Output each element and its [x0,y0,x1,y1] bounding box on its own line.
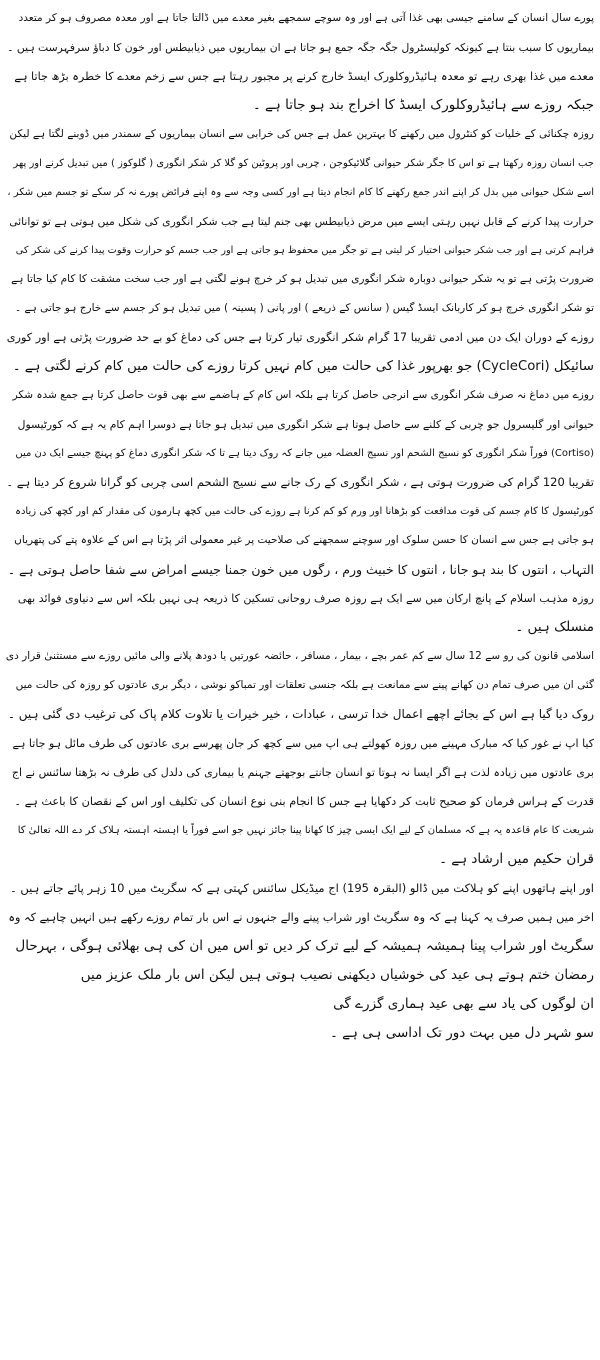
text-line: سو شہر دل میں بہت دور تک اداسی ہی ہے ۔ [329,1025,594,1041]
text-line: قران حکیم میں ارشاد ہے ۔ [439,851,594,867]
text-line: شریعت کا عام قاعدہ یہ ہے کہ مسلمان کے لیے ایک ایسی چیز کا کھانا پینا جائز نہیں جو اسے فوراً یا اہستہ اہستہ ہلاک کر دے اللہ تعالیٰ کا [17,825,594,836]
text-line: روزے کے دوران ایک دن میں ادمی تقریبا 17 گرام شکر انگوری تیار کرتا ہے جس کی دماغ کو بے حد ضرورت پڑتی ہے اور کوری [6,331,594,344]
text-line: منسلک ہیں ۔ [515,619,594,635]
text-line: روزہ چکنائی کے خلیات کو کنٹرول میں رکھنے کا بہترین عمل ہے جس کی خرابی سے انسان بیماریوں کے سمندر میں ڈوبنے لگتا ہے لیکن [9,128,594,140]
text-line: روزے میں دماغ نہ صرف شکر انگوری سے انرجی حاصل کرتا ہے بلکہ اس کام کے ہاضمے سے بھی قوت حاصل کرتا ہے جمع شدہ شکر [12,389,594,401]
text-line: تقریبا 120 گرام کی ضرورت ہوتی ہے ، شکر انگوری کے رک جانے سے نسیج الشحم اسی چربی کو گرانا شروع کر دیتا ہے ۔ [6,475,594,489]
text-line: اسلامی قانون کی رو سے 12 سال سے کم عمر بچے ، بیمار ، مسافر ، حائضہ عورتیں یا دودھ پلانے والی مائیں روزے سے مستثنیٰ قرار دی [6,650,594,662]
text-line: جبکہ روزے سے ہائیڈروکلورک ایسڈ کا اخراج بند ہو جاتا ہے ۔ [252,97,594,113]
text-line: بری عادتوں میں زیادہ لذت ہے اگر ایسا نہ ہوتا تو انسان جانتے بوجھتے جہنم یا بیماری کی دلدل کی طرف نہ بڑھتا سائنس نے اج [11,766,594,779]
text-line: جب انسان روزہ رکھتا ہے تو اس کا جگر شکر حیوانی گلائیکوجن ، چربی اور پروٹین کو گلا کر شکر انگوری ( گلوکوز ) میں تبدیل کرنے اور پھر [13,158,594,169]
text-line: گئی ان میں صرف تمام دن کھانے پینے سے ممانعت ہے بلکہ جنسی تعلقات اور تمباکو نوشی ، دیگر بری عادتوں کو روزہ کی حالت میں [15,679,594,691]
text-line: التہاب ، انتوں کا بند ہو جانا ، انتوں کا خبیث ورم ، رگوں میں خون جمنا جیسے امراض سے شفا حاصل ہوتی ہے ۔ [7,562,594,577]
article-paragraph [6,874,594,903]
text-line: رمضان ختم ہوتے ہی عید کی خوشیاں دیکھنی نصیب ہوتی ہیں لیکن اس بار ملک عزیز میں [80,967,594,983]
text-line: فراہم کرتی ہے اور جب شکر حیوانی اختیار کر لیتی ہے تو جگر میں محفوظ ہو جاتی ہے اور جب جسم کو حرارت وقوت پیدا کرنے کی شکر کی [15,245,594,256]
article-paragraph [6,120,594,323]
text-line: حیوانی اور گلیسرول جو چربی کے کلنے سے حاصل ہوتا ہے شکر انگوری میں تبدیل ہو جاتا ہے دوسرا اہم کام یہ ہے کہ کورٹیسول [17,418,594,431]
text-line: معدے میں غذا بھری رہے تو معدہ ہائیڈروکلورک ایسڈ خارج کرنے پر مجبور رہتا ہے جس سے زخم معدے کا خطرہ بڑھ جاتا ہے [14,70,594,83]
article-paragraph [6,584,594,642]
article-paragraph [6,381,594,497]
text-line: پورے سال انسان کے سامنے جیسی بھی غذا آتی ہے اور وہ سوچے سمجھے بغیر معدے میں ڈالتا جاتا ہے اور معدہ مصروف ہو کر متعدد [18,12,594,24]
text-line: اخر میں ہمیں صرف یہ کہنا ہے کہ وہ سگریٹ اور شراب پینے والے جنہوں نے اس بار تمام روزے رکھے ہیں انہیں چاہیے کہ وہ [8,911,594,924]
text-line: کیا اپ نے غور کیا کہ مبارک مہینے میں روزہ کھولتے ہی اپ میں سے کچھ کر جان پھرسے بری عادتوں کی طرف مائل ہو جاتا ہے [12,737,594,750]
text-line: روک دیا گیا ہے اس کے بجائے اچھے اعمال خدا ترسی ، عبادات ، خیر خیرات یا تلاوت کلام پاک کی ترغیب دی گئی ہیں ۔ [7,707,594,721]
article-paragraph [6,729,594,816]
text-line: سائیکل (CycleCori) جو بھرپور غذا کی حالت میں کام نہیں کرتا روزے کی حالت میں کام کرنے لگتی ہے ۔ [12,359,594,374]
text-line: قدرت کے ہراس فرمان کو صحیح ثابت کر دکھایا ہے جس کا انجام بنی نوع انسان کی تکلیف اور اس کے نقصان کا باعث ہے ۔ [14,795,594,808]
text-line: تو شکر انگوری خرچ ہو کر کاربانک ایسڈ گیس ( سانس کے ذریعے ) اور پانی ( پسینہ ) میں تبدیل ہو کر جسم سے خارج ہو جاتی ہے ۔ [14,302,594,314]
text-line: روزہ مذہب اسلام کے پانچ ارکان میں سے ایک ہے روزہ صرف روحانی تسکین کا ذریعہ ہی نہیں بلکہ اس سے دنیاوی فوائد بھی [17,592,594,605]
text-line: ضرورت پڑتی ہے تو یہ شکر حیوانی دوبارہ شکر انگوری میں تبدیل ہو کر خرچ ہونے لگتی ہے اور جب سخت مشقت کا کام کیا جاتا ہے [11,273,594,285]
article-paragraph [6,816,594,874]
article-paragraph [6,642,594,729]
text-line: حرارت پیدا کرنے کے قابل نہیں رہتی ایسے میں مرض ذیابیطس بھی جنم لیتا ہے جب شکر انگوری کی شکل میں ہوتی ہے تو توانائی [9,215,594,228]
text-line: (Cortiso) فوراً شکر انگوری کو نسیج الشحم اور نسیج العضلہ میں جانے کہ روک دیتا ہے تا کہ شکر انگوری دماغ کو پہنچ جیسے ایک دن میں [15,448,594,459]
text-line: کورٹیسول کا کام جسم کی قوت مدافعت کو بڑھانا اور ورم کو کم کرنا ہے روزے کی حالت میں کچھ ہارمون کی مقدار کم اور کچھ کی زیادہ [15,506,594,517]
text-line: ہو جاتی ہے جس سے انسان کا حسن سلوک اور سوچنے سمجھنے کی صلاحیت پر غیر معمولی اثر پڑتا ہے اس کے علاوہ پتے کی پتھریاں [14,534,594,546]
text-line: اسے شکل حیوانی میں بدل کر اپنے اندر جمع رکھنے کا کام انجام دیتا ہے اور کسی وجہ سے وہ اپنے فرائض پورے نہ کر سکے تو جسم میں شکر ، [7,187,594,198]
article-paragraph [6,323,594,381]
article-paragraph [6,4,594,62]
text-line: اور اپنے ہاتھوں اپنے کو ہلاکت میں ڈالو (البقرہ 195) اج میڈیکل سائنس کہتی ہے کہ سگریٹ میں 10 زہر پائے جاتے ہیں ۔ [9,881,594,895]
text-line: سگریٹ اور شراب پینا ہمیشہ ہمیشہ کے لیے ترک کر دیں تو اس میں ان کی ہی بھلائی ہوگی ، بہرحال [15,938,594,954]
text-line: ان لوگوں کی یاد سے بھی عید ہماری گزرے گی [333,996,594,1012]
text-line: بیماریوں کا سبب بنتا ہے کیونکہ کولیسٹرول جگہ جگہ جمع ہو جاتا ہے ان بیماریوں میں ذیابیطس اور خون کا دباؤ سرفہرست ہیں ۔ [7,41,594,54]
article-paragraph [6,903,594,1048]
article-paragraph [6,497,594,584]
article-paragraph [6,62,594,120]
